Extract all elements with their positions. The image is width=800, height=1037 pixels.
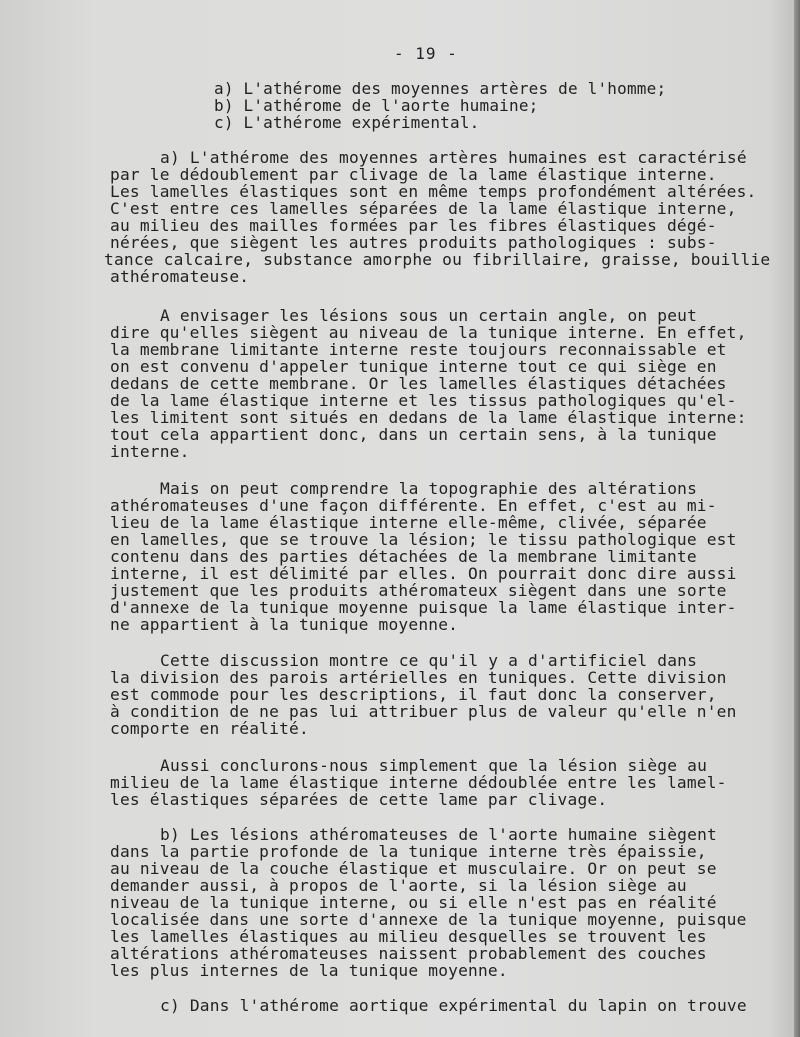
page-number: - 19 - <box>394 44 458 63</box>
page-edge-shadow <box>794 0 800 1037</box>
text-line: c) Dans l'athérome aortique expérimental du lapin on trouve <box>160 996 747 1015</box>
text-line: à condition de ne pas lui attribuer plus de valeur qu'elle n'en <box>110 702 737 721</box>
text-line: d'annexe de la tunique moyenne puisque la lame élastique inter- <box>110 598 737 617</box>
text-line: la membrane limitante interne reste toujours reconnaissable et <box>110 340 727 359</box>
text-line: dans la partie profonde de la tunique interne très épaissie, <box>110 842 707 861</box>
list-item: b) L'athérome de l'aorte humaine; <box>214 96 539 115</box>
text-line: en lamelles, que se trouve la lésion; le tissu pathologique est <box>110 530 737 549</box>
text-line: les lamelles élastiques au milieu desquelles se trouvent les <box>110 927 707 946</box>
text-line: au niveau de la couche élastique et musculaire. Or on peut se <box>110 859 717 878</box>
text-line: altérations athéromateuses naissent probablement des couches <box>110 944 707 963</box>
list-item: c) L'athérome expérimental. <box>214 113 480 132</box>
text-line: tout cela appartient donc, dans un certain sens, à la tunique <box>110 425 717 444</box>
text-line: lieu de la lame élastique interne elle-même, clivée, séparée <box>110 513 707 532</box>
text-line: on est convenu d'appeler tunique interne tout ce qui siège en <box>110 357 717 376</box>
text-line: au milieu des mailles formées par les fibres élastiques dégé- <box>110 216 717 235</box>
text-line: tance calcaire, substance amorphe ou fibrillaire, graisse, bouillie <box>104 250 771 269</box>
text-line: milieu de la lame élastique interne dédoublée entre les lamel- <box>110 773 727 792</box>
text-line: Les lamelles élastiques sont en même temps profondément altérées. <box>110 182 757 201</box>
text-line: de la lame élastique interne et les tissus pathologiques qu'el- <box>110 391 737 410</box>
text-line: niveau de la tunique interne, ou si elle n'est pas en réalité <box>110 893 717 912</box>
text-line: justement que les produits athéromateux siègent dans une sorte <box>110 581 727 600</box>
text-line: a) L'athérome des moyennes artères humaines est caractérisé <box>160 148 747 167</box>
text-line: la division des parois artérielles en tuniques. Cette division <box>110 668 727 687</box>
text-line: les élastiques séparées de cette lame par clivage. <box>110 790 608 809</box>
text-line: Mais on peut comprendre la topographie des altérations <box>160 479 698 498</box>
text-line: A envisager les lésions sous un certain angle, on peut <box>160 306 698 325</box>
text-line: Aussi conclurons-nous simplement que la lésion siège au <box>160 756 708 775</box>
list-item: a) L'athérome des moyennes artères de l'homme; <box>214 79 667 98</box>
text-line: les limitent sont situés en dedans de la lame élastique interne: <box>110 408 747 427</box>
text-line: interne, il est délimité par elles. On pourrait donc dire aussi <box>110 564 737 583</box>
text-line: est commode pour les descriptions, il faut donc la conserver, <box>110 685 717 704</box>
text-line: demander aussi, à propos de l'aorte, si la lésion siège au <box>110 876 687 895</box>
text-line: comporte en réalité. <box>110 719 309 738</box>
text-line: les plus internes de la tunique moyenne. <box>110 961 508 980</box>
text-line: nérées, que siègent les autres produits pathologiques : subs- <box>110 233 717 252</box>
text-line: dedans de cette membrane. Or les lamelles élastiques détachées <box>110 374 727 393</box>
text-line: Cette discussion montre ce qu'il y a d'artificiel dans <box>160 651 698 670</box>
text-line: athéromateuses d'une façon différente. En effet, c'est au mi- <box>110 496 717 515</box>
text-line: athéromateuse. <box>110 267 250 286</box>
text-line: b) Les lésions athéromateuses de l'aorte humaine siègent <box>160 825 717 844</box>
text-line: interne. <box>110 442 190 461</box>
text-line: C'est entre ces lamelles séparées de la lame élastique interne, <box>110 199 737 218</box>
text-line: par le dédoublement par clivage de la lame élastique interne. <box>110 165 717 184</box>
text-line: dire qu'elles siègent au niveau de la tunique interne. En effet, <box>110 323 747 342</box>
text-line: ne appartient à la tunique moyenne. <box>110 615 459 634</box>
text-line: localisée dans une sorte d'annexe de la tunique moyenne, puisque <box>110 910 747 929</box>
text-line: contenu dans des parties détachées de la membrane limitante <box>110 547 697 566</box>
